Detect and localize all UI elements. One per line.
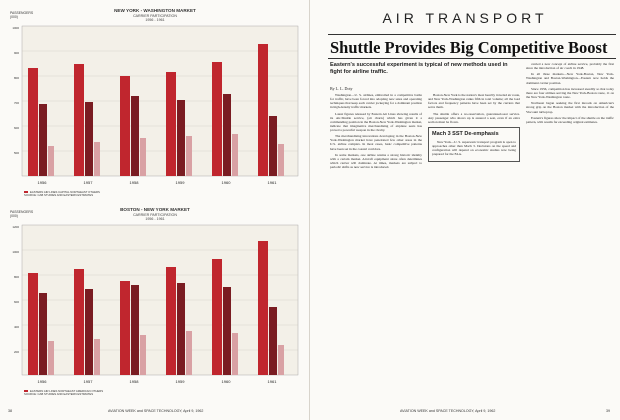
- page-number: 39: [606, 409, 610, 413]
- svg-text:1958: 1958: [129, 180, 139, 185]
- masthead-footer: AVIATION WEEK and SPACE TECHNOLOGY, April 9, 1962: [400, 409, 496, 413]
- chart-legend: EASTERN AIR LINES NORTHEAST AMERICAN OTHERS SOURCE: CAB STUDIES AND EASTERN ESTIMATES: [24, 389, 104, 397]
- article-deck: Eastern's successful experiment is typical of new methods used in fight for airline traffic.: [330, 62, 508, 75]
- svg-text:1958: 1958: [129, 379, 139, 384]
- svg-text:1960: 1960: [221, 379, 231, 384]
- article-headline: Shuttle Provides Big Competitive Boost: [330, 38, 608, 57]
- svg-text:600: 600: [13, 300, 19, 304]
- svg-text:1961: 1961: [267, 379, 277, 384]
- chart-subtitle-years: 1956 - 1961: [145, 17, 165, 22]
- section-heading: AIR TRANSPORT: [382, 10, 548, 26]
- chart-boston-new-york: [8, 207, 302, 402]
- article-column-1: Washington—U. S. airlines, embroiled in a competitive battle for traffic, have been forced into adopting new sales and operating techniques that keep each carrier jockeying for a dominant position in high-density traffic markets. Latest figures released by Eastern Air Lines showing results of its Air-Shuttle service, (air charts) which has given it a commanding position in the Boston-New York-Washington market, indicate that imaginative merchandising of airplane seats has proved a powerful weapon in the rivalry. The merchandising innovations developing in the Boston-New York-Washington market have penetrated few other areas in the U.S. airline complex. In most cases, basic competitive patterns have been set in the coastal corridors. In some markets, one airline retains a strong historic identity with a certain market. Aircraft equipment alone often determines which carrier will dominate. At times, markets are subject to periodic shifts as new service is introduced.: [330, 93, 422, 170]
- page-number: 38: [8, 409, 12, 413]
- sidebar-box-title: Mach 3 SST De-emphasis: [432, 130, 499, 137]
- svg-text:1959: 1959: [175, 379, 185, 384]
- chart-subtitle: CARRIER PARTICIPATION: [133, 212, 177, 217]
- svg-text:600: 600: [13, 126, 19, 130]
- headline-rule: [328, 58, 616, 59]
- svg-text:800: 800: [13, 275, 19, 279]
- svg-text:1957: 1957: [83, 180, 93, 185]
- svg-text:1957: 1957: [83, 379, 93, 384]
- chart-legend: EASTERN AIR LINES CAPITAL NORTHEAST OTHERS SOURCE: CAB STUDIES AND EASTERN ESTIMATES: [24, 190, 100, 198]
- svg-text:1961: 1961: [267, 180, 277, 185]
- svg-text:900: 900: [13, 51, 19, 55]
- svg-text:1000: 1000: [12, 250, 19, 254]
- svg-text:700: 700: [13, 101, 19, 105]
- top-rule: [328, 34, 616, 35]
- svg-text:1200: 1200: [12, 225, 19, 229]
- svg-text:1956: 1956: [37, 379, 47, 384]
- sidebar-box: [428, 127, 520, 163]
- bar-chart-ny-washington: [8, 24, 302, 189]
- chart-subtitle-years: 1956 - 1961: [145, 216, 165, 221]
- svg-text:500: 500: [13, 151, 19, 155]
- article-column-3: carried a new concept of airline service, probably the first since the introduction of air coach in 1948. In all three markets—New York-Boston, New York-Washington and Boston-Washington—Eastern now holds the dominant carrier position. Since 1956, competition has increased steadily so that today there are four airlines serving the New York-Boston route, 11 on the New York-Washington route. Northeast began seeking the first inroads on American's strong grip on the Boston market with the introduction of the Viscount turboprop. Eastern's figures show the impact of the shuttle on the traffic pattern, with results far exceeding original estimates.: [526, 62, 614, 124]
- chart-title: BOSTON - NEW YORK MARKET: [120, 207, 190, 212]
- svg-text:1959: 1959: [175, 180, 185, 185]
- right-page: [310, 0, 620, 420]
- sidebar-box-text: New York—U. S. supersonic transport program is open to approaches other than Mach 3. Decisions on the speed and configuration will depend on economic studies now being prepared for the FAA.: [432, 139, 516, 157]
- svg-text:1000: 1000: [12, 26, 19, 30]
- svg-text:400: 400: [13, 325, 19, 329]
- bar-chart-boston-new-york: [8, 223, 302, 388]
- chart-ny-washington: [8, 8, 302, 203]
- svg-text:1956: 1956: [37, 180, 47, 185]
- byline: By L. L. Doty: [330, 86, 353, 91]
- svg-text:200: 200: [13, 350, 19, 354]
- article-column-2: Boston-New York is the nation's most heavily traveled air route, and New York-Washington ranks fifth in total volume; all the load factors and frequency patterns have been set by the carriers that serve them. The shuttle offers a no-reservation, guaranteed-seat service. Any passenger who shows up is assured a seat, even if an extra section must be flown. Mach 3 SST De-emphasis New York—U. S. supersonic transport program is open to approaches other than Mach 3. Decisions on the speed and configuration will depend on economic studies now being prepared for the FAA.: [428, 93, 520, 405]
- chart-title: NEW YORK - WASHINGTON MARKET: [114, 8, 196, 13]
- svg-text:1960: 1960: [221, 180, 231, 185]
- chart-ylabel: PASSENGERS (000): [10, 11, 34, 19]
- svg-text:800: 800: [13, 76, 19, 80]
- chart-subtitle: CARRIER PARTICIPATION: [133, 13, 177, 18]
- chart-ylabel: PASSENGERS (000): [10, 210, 34, 218]
- masthead-footer: AVIATION WEEK and SPACE TECHNOLOGY, April 9, 1962: [108, 409, 204, 413]
